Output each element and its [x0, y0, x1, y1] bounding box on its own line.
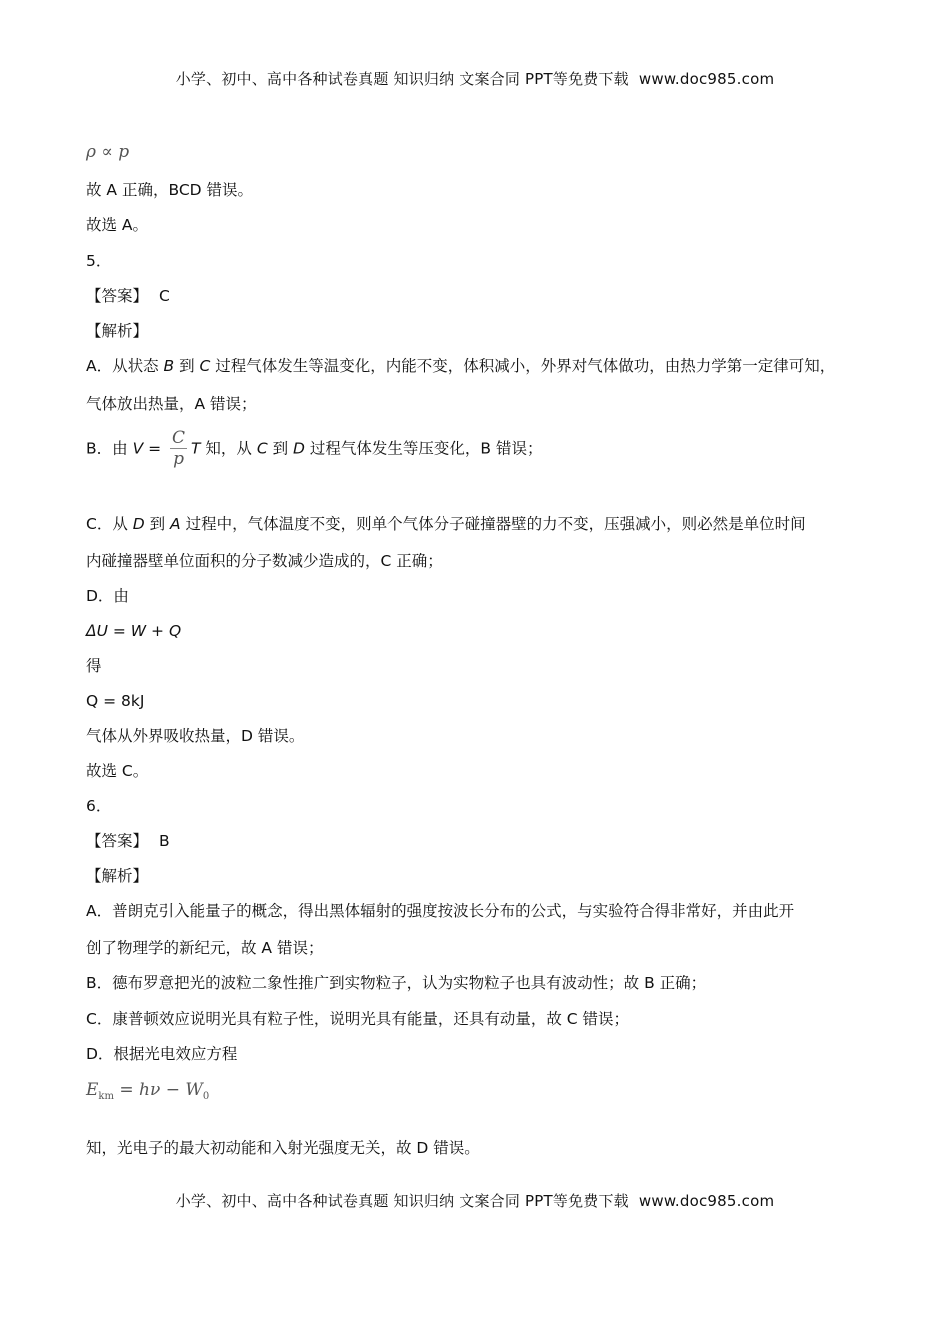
q5-option-a-line2: 气体放出热量，A 错误；	[86, 395, 257, 413]
text: A．从状态	[86, 357, 164, 375]
text: 过程气体发生等压变化，B 错误；	[304, 439, 543, 458]
header-site[interactable]: www.doc985.com	[638, 70, 775, 88]
text: 过程中，气体温度不变，则单个气体分子碰撞器壁的力不变，压强减小，则必然是单位时间	[180, 515, 806, 533]
footer-text: 小学、初中、高中各种试卷真题 知识归纳 文案合同 PPT等免费下载	[175, 1192, 629, 1210]
answer-label: 【答案】	[86, 832, 149, 850]
var-v: V	[132, 439, 144, 458]
state-d: D	[132, 515, 145, 533]
q6-option-a-line1: A．普朗克引入能量子的概念，得出黑体辐射的强度按波长分布的公式，与实验符合得非常好，并由此开	[86, 902, 795, 920]
text: 知，从	[200, 439, 257, 458]
heat-result: Q = 8kJ	[86, 692, 145, 710]
text: C．从	[86, 515, 133, 533]
text: 过程气体发生等温变化，内能不变，体积减小，外界对气体做功，由热力学第一定律可知，	[210, 357, 836, 375]
q4-conclusion-2: 故选 A。	[86, 216, 149, 234]
q5-option-c-line2: 内碰撞器壁单位面积的分子数减少造成的，C 正确；	[86, 552, 443, 570]
photoelectric-formula	[86, 1080, 209, 1107]
text: B．由	[86, 439, 133, 458]
page-header	[0, 68, 950, 89]
q5-number: 5．	[86, 252, 112, 270]
q6-option-c: C．康普顿效应说明光具有粒子性，说明光具有能量，还具有动量，故 C 错误；	[86, 1010, 630, 1028]
q5-analysis-label: 【解析】	[86, 322, 149, 340]
page-footer	[0, 1190, 950, 1211]
q5-option-a-line1	[86, 356, 835, 376]
state-c: C	[199, 357, 211, 375]
q5-option-d-de: 得	[86, 657, 102, 675]
q6-option-d-line1: D．根据光电效应方程	[86, 1045, 238, 1063]
q4-conclusion-1: 故 A 正确，BCD 错误。	[86, 181, 254, 199]
q6-option-d-line2: 知，光电子的最大初动能和入射光强度无关，故 D 错误。	[86, 1139, 480, 1157]
formula-middle: = hν − W	[113, 1080, 203, 1100]
state-a: A	[170, 515, 181, 533]
q6-answer	[86, 831, 170, 851]
q5-conclusion: 故选 C。	[86, 762, 149, 780]
q6-option-a-line2: 创了物理学的新纪元，故 A 错误；	[86, 939, 324, 957]
numerator: C	[172, 428, 186, 448]
state-c: C	[256, 439, 268, 458]
subscript-km: km	[98, 1091, 114, 1102]
q5-option-c-line1	[86, 514, 806, 534]
equals: =	[143, 439, 167, 458]
var-e: E	[86, 1080, 99, 1100]
q5-option-d-line3: 气体从外界吸收热量，D 错误。	[86, 727, 305, 745]
subscript-0: 0	[202, 1091, 210, 1102]
fraction-c-over-p	[170, 428, 187, 469]
answer-value: B	[158, 832, 170, 850]
var-t: T	[191, 439, 201, 458]
denominator: p	[170, 448, 187, 469]
text: 到	[174, 357, 200, 375]
q6-number: 6．	[86, 797, 112, 815]
answer-value: C	[158, 287, 170, 305]
text: 到	[267, 439, 294, 458]
q5-option-d-line1: D．由	[86, 587, 129, 605]
answer-label: 【答案】	[86, 287, 149, 305]
header-text: 小学、初中、高中各种试卷真题 知识归纳 文案合同 PPT等免费下载	[175, 70, 629, 88]
proportional-formula: ρ ∝ p	[86, 142, 130, 162]
q6-analysis-label: 【解析】	[86, 867, 149, 885]
q6-option-b: B．德布罗意把光的波粒二象性推广到实物粒子，认为实物粒子也具有波动性；故 B 正确；	[86, 974, 707, 992]
first-law-formula: ΔU = W + Q	[86, 622, 182, 640]
text: 到	[144, 515, 171, 533]
state-b: B	[163, 357, 175, 375]
q5-option-b	[86, 428, 542, 469]
state-d: D	[293, 439, 305, 458]
q5-answer	[86, 286, 170, 306]
footer-site[interactable]: www.doc985.com	[638, 1192, 775, 1210]
